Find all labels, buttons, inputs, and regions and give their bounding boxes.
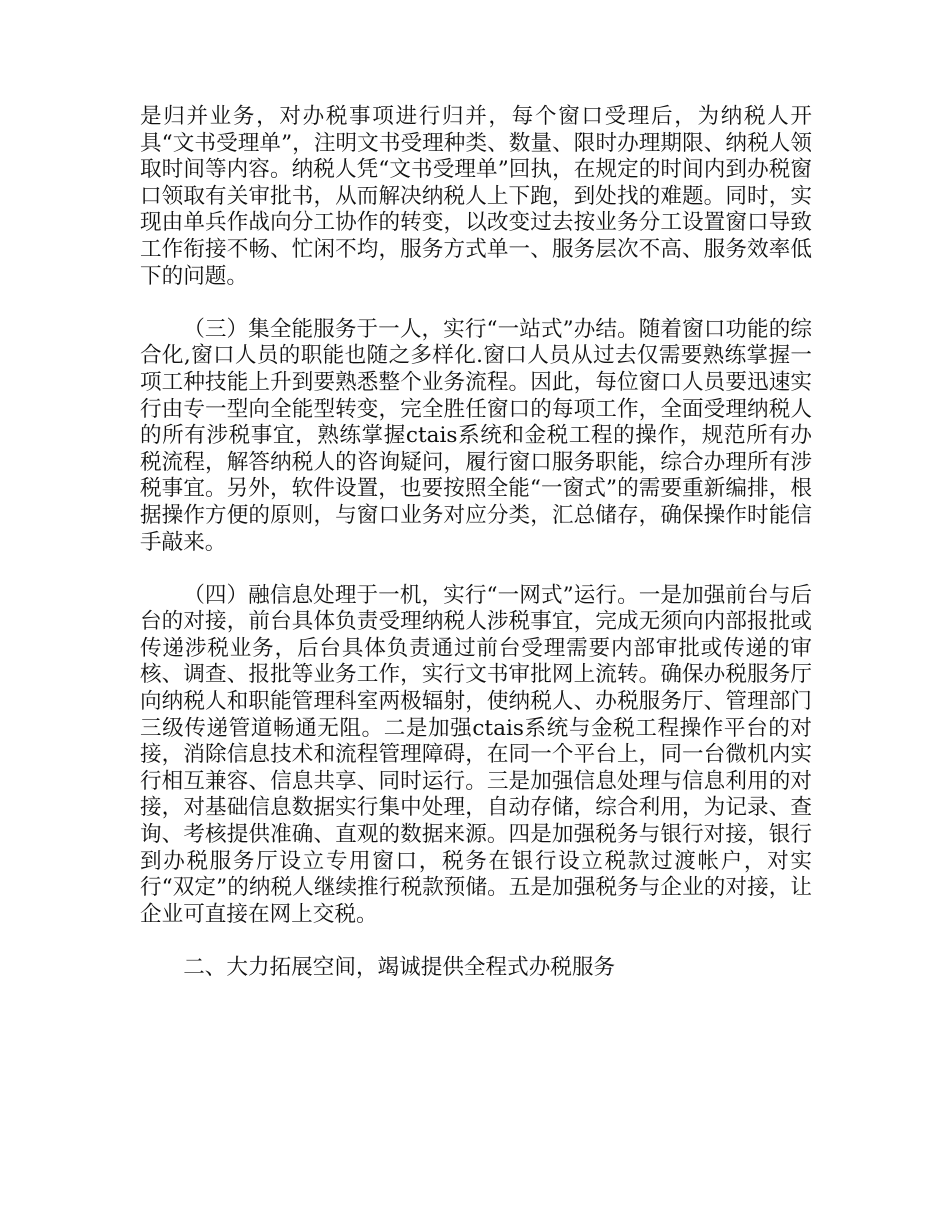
- paragraph-continuation: 是归并业务，对办税事项进行归并，每个窗口受理后，为纳税人开具“文书受理单”，注明文书受理种类、数量、限时办理期限、纳税人领取时间等内容。纳税人凭“文书受理单”回执，在规定的时间内到办税窗口领取有关审批书，从而解决纳税人上下跑，到处找的难题。同时，实现由单兵作战向分工协作的转变，以改变过去按业务分工设置窗口导致工作衔接不畅、忙闲不均，服务方式单一、服务层次不高、服务效率低下的问题。: [140, 104, 812, 289]
- document-body: [140, 104, 812, 982]
- paragraph-section-four: （四）融信息处理于一机，实行“一网式”运行。一是加强前台与后台的对接，前台具体负责受理纳税人涉税事宜，完成无须向内部报批或传递涉税业务，后台具体负责通过前台受理需要内部审批或传递的审核、调查、报批等业务工作，实行文书审批网上流转。确保办税服务厅向纳税人和职能管理科室两极辐射，使纳税人、办税服务厅、管理部门三级传递管道畅通无阻。二是加强ctais系统与金税工程操作平台的对接，消除信息技术和流程管理障碍，在同一个平台上，同一台微机内实行相互兼容、信息共享、同时运行。三是加强信息处理与信息利用的对接，对基础信息数据实行集中处理，自动存储，综合利用，为记录、查询、考核提供准确、直观的数据来源。四是加强税务与银行对接，银行到办税服务厅设立专用窗口，税务在银行设立税款过渡帐户，对实行“双定”的纳税人继续推行税款预储。五是加强税务与企业的对接，让企业可直接在网上交税。: [140, 582, 812, 927]
- section-heading-two: 二、大力拓展空间，竭诚提供全程式办税服务: [183, 955, 616, 980]
- paragraph-section-three: （三）集全能服务于一人，实行“一站式”办结。随着窗口功能的综合化,窗口人员的职能也随之多样化.窗口人员从过去仅需要熟练掌握一项工种技能上升到要熟悉整个业务流程。因此，每位窗口人员要迅速实行由专一型向全能型转变，完全胜任窗口的每项工作，全面受理纳税人的所有涉税事宜，熟练掌握ctais系统和金税工程的操作，规范所有办税流程，解答纳税人的咨询疑问，履行窗口服务职能，综合办理所有涉税事宜。另外，软件设置，也要按照全能“一窗式”的需要重新编排，根据操作方便的原则，与窗口业务对应分类，汇总储存，确保操作时能信手敲来。: [140, 316, 812, 555]
